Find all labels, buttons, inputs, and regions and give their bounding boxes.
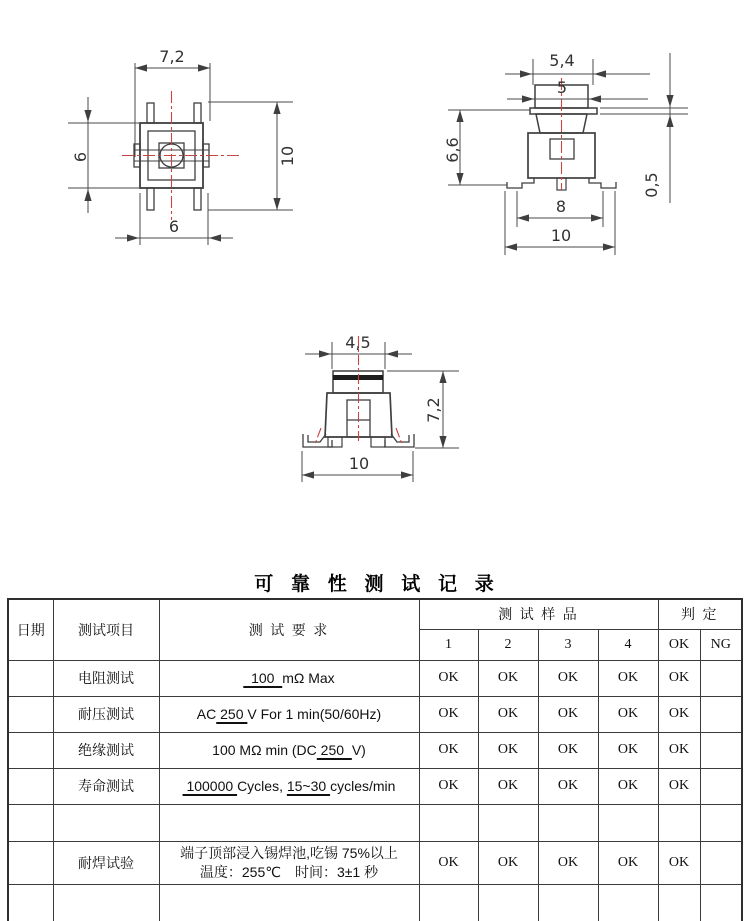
test-rows	[8, 660, 742, 921]
side-view-labels	[443, 51, 661, 245]
cell-ok-result: OK	[658, 732, 700, 768]
cell-date	[8, 841, 53, 884]
header-sample-2: 2	[478, 629, 538, 660]
top-view-drawing	[60, 35, 310, 260]
dim-label: 4,5	[345, 333, 371, 352]
cell-date	[8, 804, 53, 841]
left-lead	[507, 178, 534, 188]
cell-test-item: 耐焊试验	[53, 841, 159, 884]
front-view-drawing	[275, 322, 475, 497]
cell-sample-1: OK	[419, 660, 478, 696]
dim-label: 8	[555, 197, 567, 216]
dim-label: 10	[550, 226, 572, 245]
cell-ng-result	[700, 660, 742, 696]
header-samples: 测 试 样 品	[419, 599, 658, 629]
cell-sample-4: OK	[598, 660, 658, 696]
cell-test-item	[53, 884, 159, 921]
cell-sample-3	[538, 804, 598, 841]
cell-sample-3: OK	[538, 660, 598, 696]
table-row	[8, 804, 742, 841]
top-view-dimensions	[68, 63, 293, 245]
cell-sample-2: OK	[478, 768, 538, 804]
header-ok: OK	[658, 629, 700, 660]
header-judgment: 判 定	[658, 599, 742, 629]
dim-label: 7,2	[159, 47, 185, 66]
table-row	[8, 660, 742, 696]
cell-ok-result	[658, 804, 700, 841]
cell-requirement	[159, 884, 419, 921]
table-row	[8, 732, 742, 768]
cell-ok-result: OK	[658, 768, 700, 804]
cell-sample-4: OK	[598, 841, 658, 884]
cell-sample-3: OK	[538, 732, 598, 768]
table-row	[8, 841, 742, 884]
front-view-centerlines	[315, 336, 402, 444]
table-row	[8, 884, 742, 921]
top-view-labels	[71, 47, 297, 236]
cell-requirement: 端子顶部浸入锡焊池,吃锡 75%以上 温度：255℃ 时间：3±1 秒	[159, 841, 419, 884]
cell-ng-result	[700, 884, 742, 921]
cell-ok-result: OK	[658, 660, 700, 696]
cell-ng-result	[700, 696, 742, 732]
header-date: 日期	[8, 599, 53, 660]
cell-sample-2: OK	[478, 696, 538, 732]
cell-sample-4: OK	[598, 696, 658, 732]
cell-sample-1	[419, 804, 478, 841]
cell-sample-2: OK	[478, 660, 538, 696]
cell-sample-1: OK	[419, 841, 478, 884]
stub	[371, 437, 385, 447]
cell-ng-result	[700, 768, 742, 804]
reliability-test-table	[7, 598, 743, 921]
cell-ng-result	[700, 732, 742, 768]
page-title: 可 靠 性 测 试 记 录	[254, 574, 496, 595]
pin	[147, 103, 154, 123]
cell-sample-3	[538, 884, 598, 921]
table-row	[8, 768, 742, 804]
cell-date	[8, 660, 53, 696]
table-row	[8, 696, 742, 732]
dim-label: 10	[278, 145, 297, 167]
pin	[194, 188, 201, 210]
cell-sample-3: OK	[538, 768, 598, 804]
dim-label: 6,6	[443, 137, 462, 163]
dim-label: 5,4	[549, 51, 575, 70]
dim-label: 10	[348, 454, 370, 473]
cell-requirement	[159, 804, 419, 841]
cell-sample-4	[598, 884, 658, 921]
cell-requirement: AC 250 V For 1 min(50/60Hz)	[159, 696, 419, 732]
header-test-item: 测试项目	[53, 599, 159, 660]
dim-label: 6	[71, 151, 90, 163]
cell-test-item: 寿命测试	[53, 768, 159, 804]
pin	[194, 103, 201, 123]
header-sample-4: 4	[598, 629, 658, 660]
cell-requirement: 100 mΩ Max	[159, 660, 419, 696]
cell-sample-2	[478, 804, 538, 841]
cell-requirement: 100 MΩ min (DC 250 V)	[159, 732, 419, 768]
cell-sample-3: OK	[538, 696, 598, 732]
cell-ok-result	[658, 884, 700, 921]
cell-sample-1: OK	[419, 768, 478, 804]
dim-label: 0,5	[642, 172, 661, 198]
cell-sample-1: OK	[419, 696, 478, 732]
cell-date	[8, 732, 53, 768]
cell-sample-4: OK	[598, 768, 658, 804]
cell-sample-2: OK	[478, 841, 538, 884]
flange	[530, 108, 597, 114]
pin	[147, 188, 154, 210]
cell-ng-result	[700, 841, 742, 884]
cell-test-item: 绝缘测试	[53, 732, 159, 768]
cell-sample-4: OK	[598, 732, 658, 768]
right-foot	[391, 434, 409, 442]
dim-label: 7,2	[424, 397, 443, 423]
cell-sample-2: OK	[478, 732, 538, 768]
right-lead	[589, 178, 616, 188]
cell-sample-3: OK	[538, 841, 598, 884]
cell-date	[8, 696, 53, 732]
cell-sample-2	[478, 884, 538, 921]
cell-requirement: 100000 Cycles, 15~30 cycles/min	[159, 768, 419, 804]
header-ng: NG	[700, 629, 742, 660]
cell-sample-1: OK	[419, 732, 478, 768]
cell-ok-result: OK	[658, 696, 700, 732]
cell-date	[8, 884, 53, 921]
cell-sample-4	[598, 804, 658, 841]
cell-test-item: 耐压测试	[53, 696, 159, 732]
side-view-drawing	[440, 35, 745, 260]
header-sample-3: 3	[538, 629, 598, 660]
dim-label: 5	[556, 78, 568, 97]
cell-sample-1	[419, 884, 478, 921]
left-foot	[308, 434, 326, 442]
cell-test-item	[53, 804, 159, 841]
cell-date	[8, 768, 53, 804]
side-view-dimensions	[448, 53, 688, 255]
stub	[328, 437, 342, 447]
cell-test-item: 电阻测试	[53, 660, 159, 696]
header-sample-1: 1	[419, 629, 478, 660]
dim-label: 6	[168, 217, 180, 236]
cell-ok-result: OK	[658, 841, 700, 884]
cell-ng-result	[700, 804, 742, 841]
header-requirement: 测 试 要 求	[159, 599, 419, 660]
